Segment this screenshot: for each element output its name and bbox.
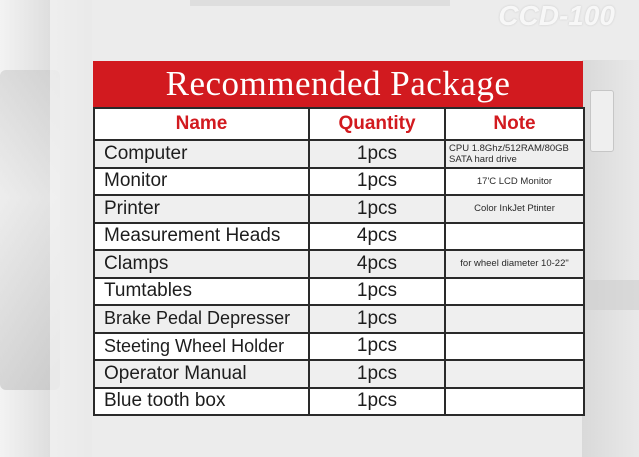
row-name: Monitor (94, 168, 309, 196)
row-name: Printer (94, 195, 309, 223)
row-quantity: 1pcs (309, 168, 445, 196)
package-table (93, 107, 585, 416)
row-quantity: 1pcs (309, 360, 445, 388)
table-header-row (94, 108, 584, 140)
table-row (94, 140, 584, 168)
row-note (445, 223, 584, 251)
table-row (94, 305, 584, 333)
row-quantity: 1pcs (309, 140, 445, 168)
row-name: Steeting Wheel Holder (94, 333, 309, 361)
header-note: Note (445, 108, 584, 140)
table-row (94, 168, 584, 196)
row-quantity: 4pcs (309, 223, 445, 251)
row-quantity: 1pcs (309, 305, 445, 333)
row-name: Operator Manual (94, 360, 309, 388)
row-note (445, 360, 584, 388)
package-title: Recommended Package (93, 61, 583, 107)
row-quantity: 1pcs (309, 278, 445, 306)
row-name: Brake Pedal Depresser (94, 305, 309, 333)
top-fade (190, 0, 450, 6)
row-note: for wheel diameter 10-22" (445, 250, 584, 278)
row-quantity: 4pcs (309, 250, 445, 278)
row-note (445, 305, 584, 333)
row-name: Blue tooth box (94, 388, 309, 416)
row-note (445, 333, 584, 361)
background-strip (50, 0, 92, 457)
row-quantity: 1pcs (309, 388, 445, 416)
row-quantity: 1pcs (309, 333, 445, 361)
table-row (94, 223, 584, 251)
table-row (94, 250, 584, 278)
row-quantity: 1pcs (309, 195, 445, 223)
header-quantity: Quantity (309, 108, 445, 140)
model-name: CCD-100 (498, 0, 615, 31)
table-row (94, 360, 584, 388)
row-note (445, 278, 584, 306)
table-row (94, 278, 584, 306)
machine-panel (590, 90, 614, 152)
row-name: Clamps (94, 250, 309, 278)
table-row (94, 388, 584, 416)
table-row (94, 333, 584, 361)
row-name: Computer (94, 140, 309, 168)
header-name: Name (94, 108, 309, 140)
row-name: Tumtables (94, 278, 309, 306)
row-note: CPU 1.8Ghz/512RAM/80GB SATA hard drive (445, 140, 584, 168)
background-right-machine (582, 60, 639, 457)
row-name: Measurement Heads (94, 223, 309, 251)
row-note: 17'C LCD Monitor (445, 168, 584, 196)
machine-stripe (582, 280, 639, 310)
table-row (94, 195, 584, 223)
row-note (445, 388, 584, 416)
row-note: Color InkJet Ptinter (445, 195, 584, 223)
